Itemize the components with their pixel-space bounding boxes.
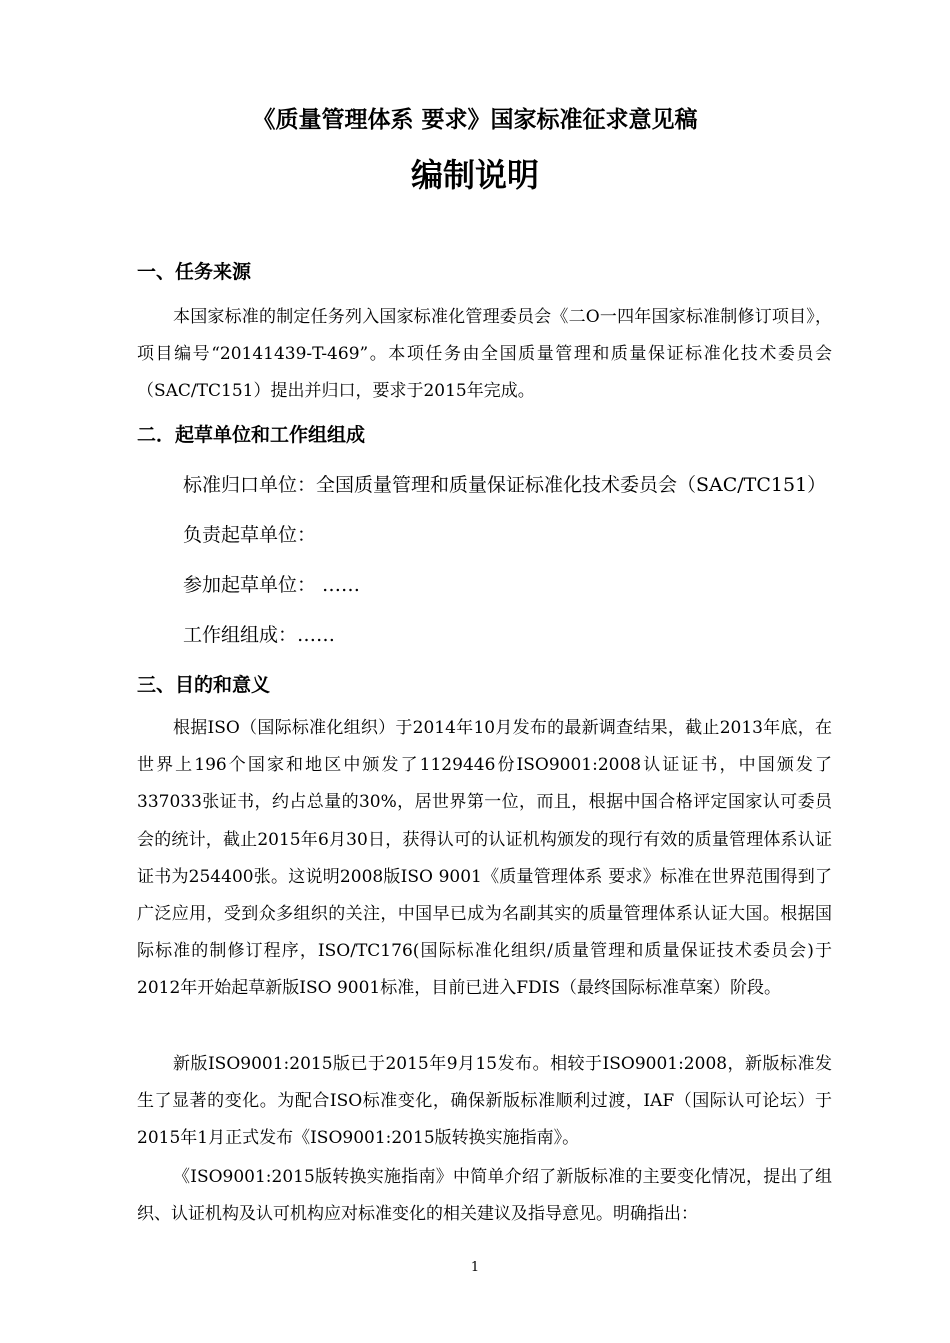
- paragraph-purpose-3: 《ISO9001:2015版转换实施指南》中简单介绍了新版标准的主要变化情况，提出了组织、认证机构及认可机构应对标准变化的相关建议及指导意见。明确指出：: [137, 1167, 832, 1225]
- section-heading-purpose: 三、目的和意义: [137, 674, 271, 696]
- section-heading-drafting-units: 二．起草单位和工作组组成: [137, 424, 366, 446]
- paragraph-task-source: 本国家标准的制定任务列入国家标准化管理委员会《二O一四年国家标准制修订项目》，项目编号“20141439-T-469”。本项任务由全国质量管理和质量保证标准化技术委员会（SAC/TC151）提出并归口，要求于2015年完成。: [137, 307, 832, 402]
- item-responsible-committee: 标准归口单位：全国质量管理和质量保证标准化技术委员会（SAC/TC151）: [183, 474, 827, 496]
- paragraph-purpose-2: 新版ISO9001:2015版已于2015年9月15发布。相较于ISO9001:2008，新版标准发生了显著的变化。为配合ISO标准变化，确保新版标准顺利过渡，IAF（国际认可论坛）于2015年1月正式发布《ISO9001:2015版转换实施指南》。: [137, 1054, 832, 1149]
- item-participating-drafters: 参加起草单位： ……: [183, 574, 361, 596]
- section-heading-task-source: 一、任务来源: [137, 261, 252, 283]
- paragraph-purpose-1: 根据ISO（国际标准化组织）于2014年10月发布的最新调查结果，截止2013年底，在世界上196个国家和地区中颁发了1129446份ISO9001:2008认证证书，中国颁发了337033张证书，约占总量的30%，居世界第一位，而且，根据中国合格评定国家认可委员会的统计，截止2015年6月30日，获得认可的认证机构颁发的现行有效的质量管理体系认证证书为254400张。这说明2008版ISO 9001《质量管理体系 要求》标准在世界范围得到了广泛应用，受到众多组织的关注，中国早已成为名副其实的质量管理体系认证大国。根据国际标准的制修订程序，ISO/TC176(国际标准化组织/质量管理和质量保证技术委员会)于2012年开始起草新版ISO 9001标准，目前已进入FDIS（最终国际标准草案）阶段。: [137, 718, 832, 999]
- item-lead-drafter: 负责起草单位：: [183, 524, 317, 546]
- document-title: 《质量管理体系 要求》国家标准征求意见稿: [252, 107, 698, 133]
- page-number: 1: [470, 1260, 480, 1275]
- item-working-group: 工作组组成：……: [183, 624, 336, 646]
- document-subtitle: 编制说明: [410, 156, 539, 194]
